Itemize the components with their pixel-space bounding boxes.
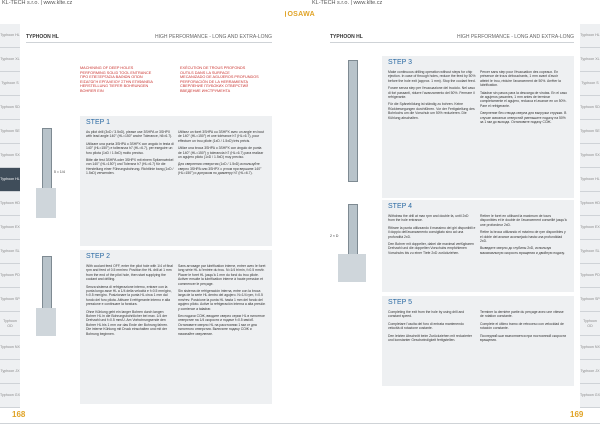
pilot-drill-figure — [26, 128, 70, 218]
tab-item[interactable]: Typhoon SX — [0, 144, 20, 168]
paragraph: Den letzten Abschnitt beim Zurückziehen mit reduzierter und konstanter Geschwindigkeit fertigstellen. — [388, 333, 473, 343]
paragraph: Retire la broca utilizando el máximo de rpm disponibles y el doble del avance aconsejado hasta una profundidad 2xD. — [480, 230, 566, 244]
tab-item[interactable]: Typhoon EX — [0, 216, 20, 240]
right-page-title: TYPHOON HL — [330, 34, 363, 40]
tab-item[interactable]: Typhoon SL — [0, 240, 20, 264]
paragraph: Utilizare una punta 3SHPA o 3SHPX con angolo in testa di 140° (HL=150°) e tolleranza h7 (HL=6.7), per eseguire un foro pilota (1xD / 1.5xD) molto preciso. — [86, 141, 174, 155]
step-1-title: STEP 1 — [86, 119, 110, 126]
brand-logo — [285, 9, 315, 19]
logo-text: OSAWA — [287, 10, 315, 18]
paragraph: Percer sans step pour l'évacuation des copeaux. En présence de trous débouchants, 1 mm avant d'avoir atteint le trou, réduire l'avancement de 50%. Arrêter la lubrification. — [480, 70, 561, 88]
paragraph: Completare l'uscita del foro di entrata mantenendo velocità di rotazione costante. — [388, 321, 464, 331]
intro-line: ВВЕДЕНИЕ ИНСТРУМЕНТА — [180, 88, 231, 93]
paragraph: Make continuous drilling operation without steps for chip ejection. In case of through holes, reduce the feed by 50% before the hole exit (approx. 1 mm). Stop the coolant feed. — [388, 70, 476, 83]
tab-item[interactable]: Typhoon SP — [580, 288, 600, 312]
paragraph: Taladrar sin pasos para la descarga de virutas. En el caso de agujeros pasantes, 1 mm antes de terminar completamente el agujero, reduzca el avance en un 50%. Pare el refrigerante. — [480, 90, 568, 108]
step-5-panel — [382, 296, 574, 386]
step-2-column-a — [86, 264, 174, 339]
paragraph: Sin sistema de refrigeración interna, entre con la broca larga de la serie HL dentro del agujero. N=1/4 rpm, f=0.5 mm/rev. Posicione la punta HL hasta 1 mm del fondo del agujero piloto. Active la refrigeración interna a alta presión y comience a taladrar. — [178, 289, 266, 311]
step-3-panel — [382, 56, 574, 198]
tab-item[interactable]: Typhoon PD — [0, 264, 20, 288]
step-4-title: STEP 4 — [388, 203, 412, 210]
tab-item[interactable]: Typhoon OD — [580, 312, 600, 336]
tab-item[interactable]: Typhoon HL — [0, 168, 20, 192]
step-4-panel — [382, 200, 574, 292]
left-page — [0, 24, 300, 424]
step-3-column-a — [388, 70, 476, 123]
tab-item[interactable]: Typhoon XL — [580, 48, 600, 72]
paragraph: Den Bohrer mit doppelter, dabei die maximal verfügbaren Drehzahl und die doppelten Vorschubs empfohlenen Vorschubs bis zu einer Tiefe 2xD zurückziehen. — [388, 242, 474, 255]
intro-line: HERSTELLUNG TIEFER BOHRUNGEN — [80, 84, 149, 89]
left-page-subtitle: HIGH PERFORMANCE - LONG AND EXTRA-LONG — [155, 34, 272, 40]
paragraph: Bitte die fest 3SHPA oder 3SHPX mit einem Spitzenwinkel von 140° (HL=150°) und Toleranz h7 (HL=6.7) für die Herstellung einer Führungsbohrung. Richtlinie bang (1xD / 1.5xD) verwenden. — [86, 158, 174, 176]
tab-item[interactable]: Typhoon OD — [0, 312, 20, 336]
step-1-column-a — [86, 130, 174, 179]
step-3-column-b — [480, 70, 568, 127]
intro-line: MECANIZADO DE AGUJEROS PROFUNDOS — [180, 75, 259, 80]
paragraph: Terminer la dernière partie du perçage avec une vitesse de rotation constante. — [480, 310, 564, 319]
tab-item[interactable]: Typhoon S — [580, 72, 600, 96]
tab-item[interactable]: Typhoon SD — [0, 96, 20, 120]
paragraph: Completing the exit from the hole by using drill and constant speed. — [388, 310, 465, 319]
tab-item[interactable]: Typhoon SL — [580, 240, 600, 264]
tab-item[interactable]: Typhoon GX — [580, 384, 600, 408]
step-3-figure — [330, 60, 376, 200]
intro-line: ΠΡΟ ΕΠΕΞΕΡΓΑΣΙΑ ΒΑΘΙΩΝ ΟΠΩΝ — [80, 75, 143, 80]
right-page-number: 169 — [570, 410, 584, 419]
step-5-title: STEP 5 — [388, 299, 412, 306]
step-2-title: STEP 2 — [86, 253, 110, 260]
paragraph: Retirer le foret en utilisant la maximum de tours disponibles et le double de l'avancement conseillé jusqu'à une profondeur 2xD. — [480, 214, 567, 227]
step-2-figure — [26, 256, 70, 336]
header-right-text: KL-TECH s.r.o. | www.klte.cz — [312, 0, 383, 6]
tab-item[interactable]: Typhoon HD — [580, 192, 600, 216]
intro-line: PERFORMING SOLID TOOL ENTRANCE — [80, 70, 152, 75]
paragraph: With coolant feed OFF, enter the pilot hole with 1/4 of final rpm and feed of 0.5 mm/rev. Position the HL drill at 1 mm from the end of the pilot hole, then start supplying the coolant and drilling. — [86, 264, 173, 282]
intro-line: СВЕРЛЕНИЕ ГЛУБОКИХ ОТВЕРСТИЙ — [180, 84, 249, 89]
paragraph: Forare senza step per l'evacuazione del truciolo. Nel caso di fori passanti, ridurre l'avanzamento del 50%. Fermare il refrigerante. — [388, 86, 475, 100]
paragraph: Сверление без отвода сверла для выгрузки стружки. В случае сквозных отверстий уменьшите подачу на 50% за 1 мм до выхода. Остановите подачу СОЖ. — [480, 111, 567, 125]
paragraph: Utilize una broca 3SHPA o 3SHPX con ángulo de punta de 140° (HL=150°) y tolerancia h7 (HL=6.7) para realizar un agujero piloto (1xD / 1.5xD) muy preciso. — [178, 146, 264, 160]
tab-item[interactable]: Typhoon JX — [580, 360, 600, 384]
intro-line: EXÉCUTION DE TROUS PROFONDS — [180, 66, 246, 70]
paragraph: As pilot drill (3xD / 3.5xD), please use 3SHPA or 3SHPX with lead angle 140° (HL=150° anche Tolerance, h5=6.7). — [86, 130, 173, 139]
left-header-row — [26, 34, 272, 43]
left-page-number: 168 — [12, 410, 26, 419]
tab-item[interactable]: Typhoon SP — [0, 288, 20, 312]
step-1-panel — [80, 116, 272, 246]
header-left-text: KL-TECH s.r.o. | www.klte.cz — [2, 0, 73, 6]
depth-label-right: 2 × D — [330, 234, 339, 238]
intro-column-b — [180, 66, 270, 94]
step-2-column-b — [178, 264, 266, 339]
intro-line: OUTILS DANS LA SURFACE — [180, 70, 230, 75]
drill-icon — [348, 60, 358, 182]
right-page-subtitle: HIGH PERFORMANCE - LONG AND EXTRA-LONG — [457, 34, 574, 40]
tab-item[interactable]: Typhoon HL — [580, 24, 600, 48]
tab-item[interactable]: Typhoon SE — [580, 120, 600, 144]
paragraph: Ritirare la punta utilizzando il massimo dei giri disponibili e il doppio dell'avanzamento consigliato sino ad una profondità 2xD. — [388, 225, 476, 239]
tab-item[interactable]: Typhoon SX — [580, 144, 600, 168]
intro-line: MACHINING OF DEEP HOLES — [80, 66, 134, 70]
paragraph: Последний шаг выполняется при постоянной скорости вращения. — [480, 333, 567, 343]
paragraph: Ohne Kühlung geht ein langer Bohren durch langen Bohrer HL in die Bohrungsbohrlöcher bei max. 1/4 der Drehzahl und f=0.5 mm/U. Am Vorbohrungsende den Bohrer HL bis 1 mm vor das Ende der Bohrung fahren. Die interne Kühlung mit Druck einschalten und mit der Bohrung beginnen. — [86, 309, 169, 336]
tab-item[interactable]: Typhoon SD — [580, 96, 600, 120]
intro-line: ΕΙΣΑΓΩΓΗ ΕΡΓΑΛΕΙΟΥ ΣΤΗΝ ΕΠΙΦΑΝΕΙΑ — [80, 79, 153, 84]
top-bar — [0, 0, 600, 8]
workpiece-icon — [338, 254, 366, 282]
intro-line: BOHRER EIN — [80, 88, 104, 93]
tab-item[interactable]: Typhoon HD — [0, 192, 20, 216]
step-4-column-a — [388, 214, 476, 258]
paragraph: Без подачи СОЖ, вводите сверло серии HL в пилотное отверстие на 1/4 скорости и подаче f=0.5 мм/об. Остановите сверло HL на расстоянии 1 мм от дна пилотного отверстия. Включите подачу СОЖ и начинайте сверление. — [178, 314, 265, 336]
paragraph: Для сверления отверстия (1xD / 1.5xD) используйте сверло 3SHPA или 3SHPX с углом при вершине 140° (HL=150°) и допуском по диаметру h7 (HL=6.7). — [178, 162, 262, 176]
step-4-figure — [330, 204, 376, 284]
step-3-title: STEP 3 — [388, 59, 412, 66]
step-2-panel — [80, 250, 272, 404]
paragraph: Sans arrosage par lubrification interne, entrer avec le foret long série HL à l'entrée du trou. N=1/4 tr/min, f=0.5 mm/tr. Placer le foret HL jusqu'à 1 mm du fond du trou pilote. Activer ensuite la lubrification interne à haute pression et commencer le perçage. — [178, 264, 266, 286]
workpiece-icon — [36, 188, 56, 218]
tab-item[interactable]: Typhoon EX — [580, 216, 600, 240]
paragraph: Withdraw the drill at max rpm and double fa, until 2xD from the hole entrance. — [388, 214, 469, 223]
right-page — [300, 24, 600, 424]
left-tab-strip — [0, 24, 20, 404]
right-header-row — [330, 34, 574, 43]
left-page-title: TYPHOON HL — [26, 34, 59, 40]
tab-item[interactable]: Typhoon PD — [580, 264, 600, 288]
tab-item[interactable]: Typhoon NX — [580, 336, 600, 360]
step-5-column-b — [480, 310, 568, 345]
paragraph: Выведите сверло до глубины 2xD, используя максимальную скорость вращения и двойную подачу. — [480, 246, 565, 255]
paragraph: Utilisez un foret 3SHPA ou 3SHPX avec un angle en bout de 140° (HL=150°) et une tolérance h7 (HL=6.7), pour effectuer un trou pilote (1xD / 1.5xD) très précis. — [178, 130, 265, 143]
tab-item[interactable]: Typhoon SE — [0, 120, 20, 144]
right-tab-strip — [580, 24, 600, 404]
tab-item[interactable]: Typhoon GX — [0, 384, 20, 408]
tab-item[interactable]: Typhoon HL — [0, 24, 20, 48]
tab-item[interactable]: Typhoon NX — [0, 336, 20, 360]
step-1-column-b — [178, 130, 266, 179]
intro-line: PERFORACIÓN DE LA HERRAMIENTA — [180, 79, 249, 84]
step-4-column-b — [480, 214, 568, 258]
intro-block — [80, 66, 272, 106]
workpiece-icon — [36, 308, 56, 336]
tab-item[interactable]: Typhoon JX — [0, 360, 20, 384]
paragraph: Senza sistema di refrigerazione interno, entrare con la punta lungo asse HL a 1/4 della velocità e f=0.5 mm/giro, f=0.5 mm/giro. Posizionare la punta HL circa 1 mm dal fondo del foro pilota. Attivare il refrigerante interno e alla pressione e continuare la foratura. — [86, 284, 172, 307]
tab-item[interactable]: Typhoon XL — [0, 48, 20, 72]
paragraph: Complete el último tramo de retroceso con velocidad de rotación constante. — [480, 321, 564, 331]
tab-item[interactable]: Typhoon S — [0, 72, 20, 96]
intro-column-a — [80, 66, 170, 94]
step-5-column-a — [388, 310, 476, 345]
depth-label-left: δ = 1/4 — [54, 170, 65, 174]
paragraph: Für die Spänebildung ist ständig zu bohren. Keine Rückbewegungen durchführen. Vor der Fertigstellung des Bohrlochs um die Vorschub um 50% reduzieren. Die Kühlung abschalten. — [388, 102, 475, 120]
tab-item[interactable]: Typhoon HL — [580, 168, 600, 192]
